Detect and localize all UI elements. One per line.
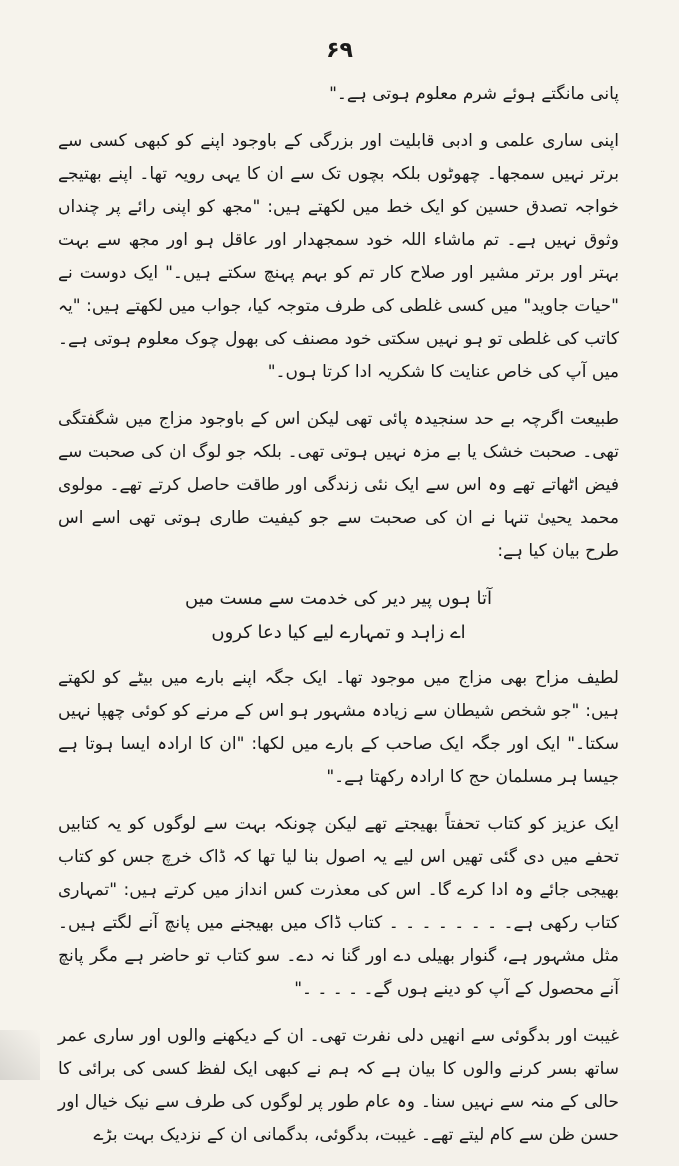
page-body <box>58 78 619 1166</box>
verse-line: اے زاہد و تمہارے لیے کیا دعا کروں <box>211 622 466 643</box>
paragraph: لطیف مزاح بھی مزاج میں موجود تھا۔ ایک جگہ اپنے بارے میں بیٹے کو لکھتے ہیں: "جو شخص شیطان سے زیادہ مشہور ہو اس کے مرنے کو کوئی چھپا نہیں سکتا۔" ایک اور جگہ ایک صاحب کے بارے میں لکھا: "ان کا ارادہ ایسا ہوتا ہے جیسا ہر مسلمان حج کا ارادہ رکھتا ہے۔" <box>58 668 619 787</box>
verse-couplet <box>58 582 619 650</box>
paragraph: پانی مانگتے ہوئے شرم معلوم ہوتی ہے۔" <box>329 84 619 104</box>
paragraph: غیبت اور بدگوئی سے انھیں دلی نفرت تھی۔ ان کے دیکھنے والوں اور ساری عمر ساتھ بسر کرنے والوں کا بیان ہے کہ ہم نے کبھی ایک لفظ کسی کی برائی کا حالی کے منہ سے نہیں سنا۔ وہ عام طور پر لوگوں کی طرف سے نیک خیال اور حسن ظن سے کام لیتے تھے۔ غیبت، بدگوئی، بدگمانی ان کے نزدیک بہت بڑے <box>58 1026 619 1145</box>
paragraph: ایک عزیز کو کتاب تحفتاً بھیجتے تھے لیکن چونکہ بہت سے لوگوں کو یہ کتابیں تحفے میں دی گئی تھیں اس لیے یہ اصول بنا لیا تھا کہ ڈاک خرچ جس کو کتاب بھیجی جائے وہ ادا کرے گا۔ اس کی معذرت کس انداز میں کرتے ہیں: "تمہاری کتاب رکھی ہے۔ ۔ ۔ ۔ ۔ ۔ ۔ ۔ کتاب ڈاک میں بھیجنے میں پانچ آنے لگتے ہیں۔ مثل مشہور ہے، گنوار بھیلی دے اور گنا نہ دے۔ سو کتاب تو حاضر ہے مگر پانچ آنے محصول کے آپ کو دینے ہوں گے۔ ۔ ۔ ۔ ۔" <box>58 814 619 999</box>
page-corner-shadow <box>0 1030 40 1080</box>
verse-line: آتا ہوں پیر دیر کی خدمت سے مست میں <box>185 588 492 609</box>
paragraph: طبیعت اگرچہ بے حد سنجیدہ پائی تھی لیکن اس کے باوجود مزاج میں شگفتگی تھی۔ صحبت خشک یا بے مزہ نہیں ہوتی تھی۔ بلکہ جو لوگ ان کی صحبت سے فیض اٹھاتے تھے وہ اس سے ایک نئی زندگی اور طاقت حاصل کرتے تھے۔ مولوی محمد یحییٰ تنہا نے ان کی صحبت سے جو کیفیت طاری ہوتی تھی اسے اس طرح بیان کیا ہے: <box>58 409 619 561</box>
page-number: ۶۹ <box>326 38 353 63</box>
paragraph: اپنی ساری علمی و ادبی قابلیت اور بزرگی کے باوجود اپنے کو کبھی کسی سے برتر نہیں سمجھا۔ چھوٹوں بلکہ بچوں تک سے ان کا یہی رویہ تھا۔ اپنے بھتیجے خواجہ تصدق حسین کو ایک خط میں لکھتے ہیں: "مجھ کو اپنی رائے پر چنداں وثوق نہیں ہے۔ تم ماشاء اللہ خود سمجھدار اور عاقل ہو اور مجھ سے بہت بہتر اور برتر مشیر اور صلاح کار تم کو بہم پہنچ سکتے ہیں۔" ایک دوست نے "حیات جاوید" میں کسی غلطی کی طرف متوجہ کیا، جواب میں لکھتے ہیں: "یہ کاتب کی غلطی تو ہو نہیں سکتی خود مصنف کی بھول چوک معلوم ہوتی ہے۔ میں آپ کی خاص عنایت کا شکریہ ادا کرتا ہوں۔" <box>58 131 619 382</box>
